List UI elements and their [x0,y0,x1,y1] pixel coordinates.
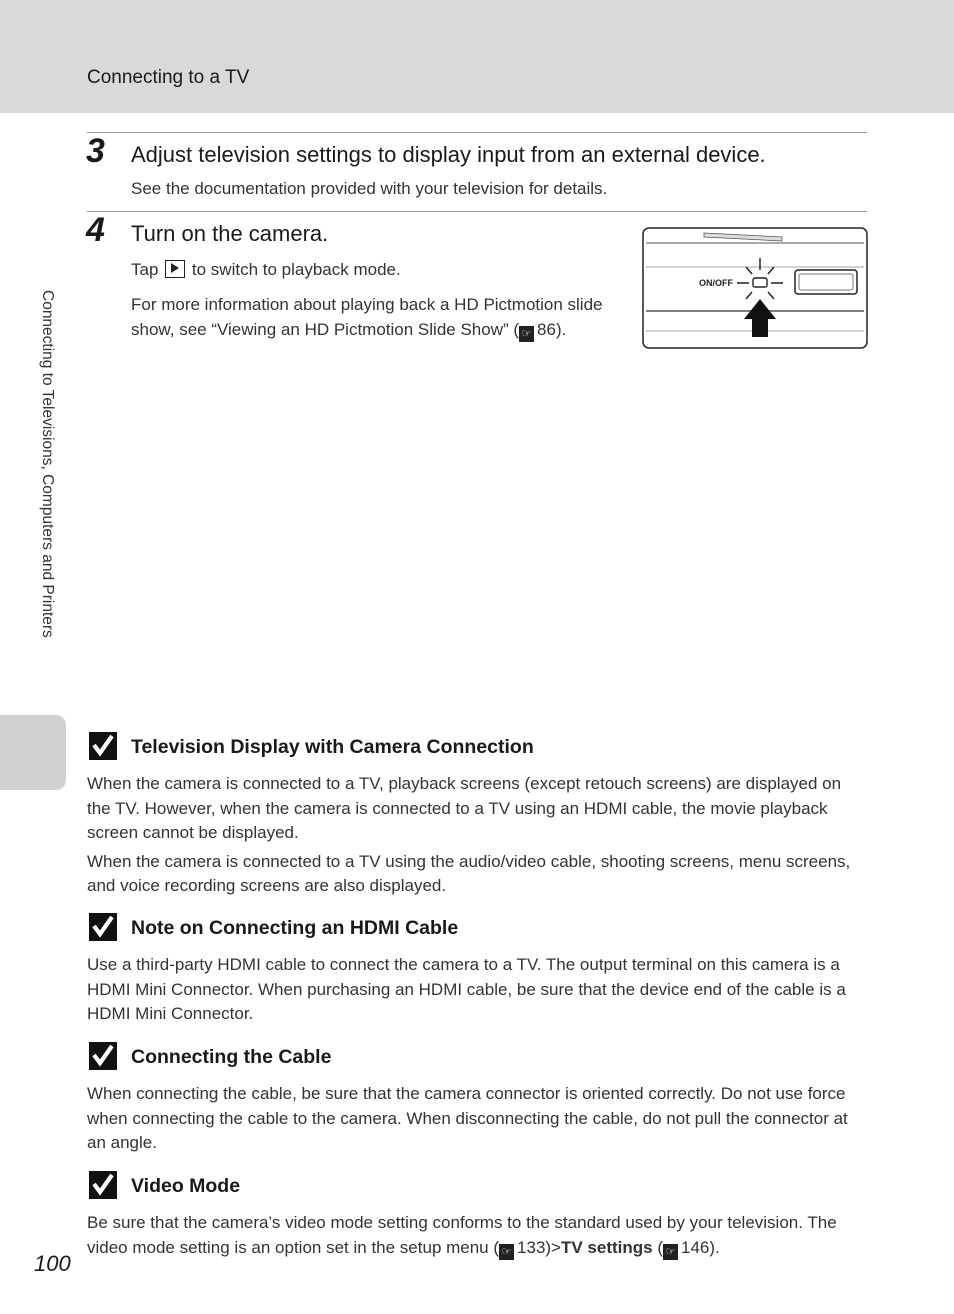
playback-icon [165,260,185,278]
page-reference-icon: ☞ [519,326,534,342]
note-body: When connecting the cable, be sure that the camera connector is oriented correctly. Do not use force when connecting the cable to the camera. When disconnecting the cable, do not pull the connector at an angle. [87,1084,848,1152]
divider [87,132,867,133]
note-title: Television Display with Camera Connection [131,736,534,758]
step-number: 4 [86,211,104,249]
camera-illustration [642,227,868,349]
side-chapter-label: Connecting to Televisions, Computers and Printers [39,290,56,638]
step-text-tap: Tap to switch to playback mode. [131,260,401,279]
page-number: 100 [34,1251,71,1276]
step-text: See the documentation provided with your television for details. [131,179,608,198]
note-title: Video Mode [131,1175,241,1197]
power-button [753,278,767,287]
power-switch-label: ON/OFF [699,278,733,288]
checkmark-icon [88,1041,118,1071]
checkmark-icon [88,912,118,942]
page-reference-icon: ☞ [499,1244,514,1260]
note-body: When the camera is connected to a TV, playback screens (except retouch screens) are displayed on the TV. However, when the camera is connected to a TV using an HDMI cable, the movie playback screen cannot be displayed. When the camera is connected to a TV using the audio/video cable, shooting screens, menu screens, and voice recording screens are also displayed. [87,774,851,895]
step-text-more: For more information about playing back a HD Pictmotion slide show, see “Viewing an HD Pictmotion Slide Show” ( ☞ 86). [131,295,603,340]
chapter-tab [0,715,66,790]
step-number: 3 [86,132,104,170]
note-title: Connecting the Cable [131,1046,332,1068]
step-title: Turn on the camera. [131,221,329,246]
checkmark-icon [88,1170,118,1200]
divider [87,211,867,212]
note-body: Be sure that the camera’s video mode setting conforms to the standard used by your television. The video mode setting is an option set in the setup menu ( ☞ 133)>TV settings ( ☞ 146). [87,1213,837,1258]
section-title: Connecting to a TV [87,67,250,88]
header-band [0,0,954,113]
menu-item-tv-settings: TV settings [560,1237,653,1257]
note-body: Use a third-party HDMI cable to connect the camera to a TV. The output terminal on this camera is a HDMI Mini Connector. When purchasing an HDMI cable, be sure that the device end of the cable is a HDMI Mini Connector. [87,955,846,1023]
page-reference-icon: ☞ [663,1244,678,1260]
checkmark-icon [88,731,118,761]
note-title: Note on Connecting an HDMI Cable [131,917,459,939]
step-title: Adjust television settings to display input from an external device. [131,142,766,167]
